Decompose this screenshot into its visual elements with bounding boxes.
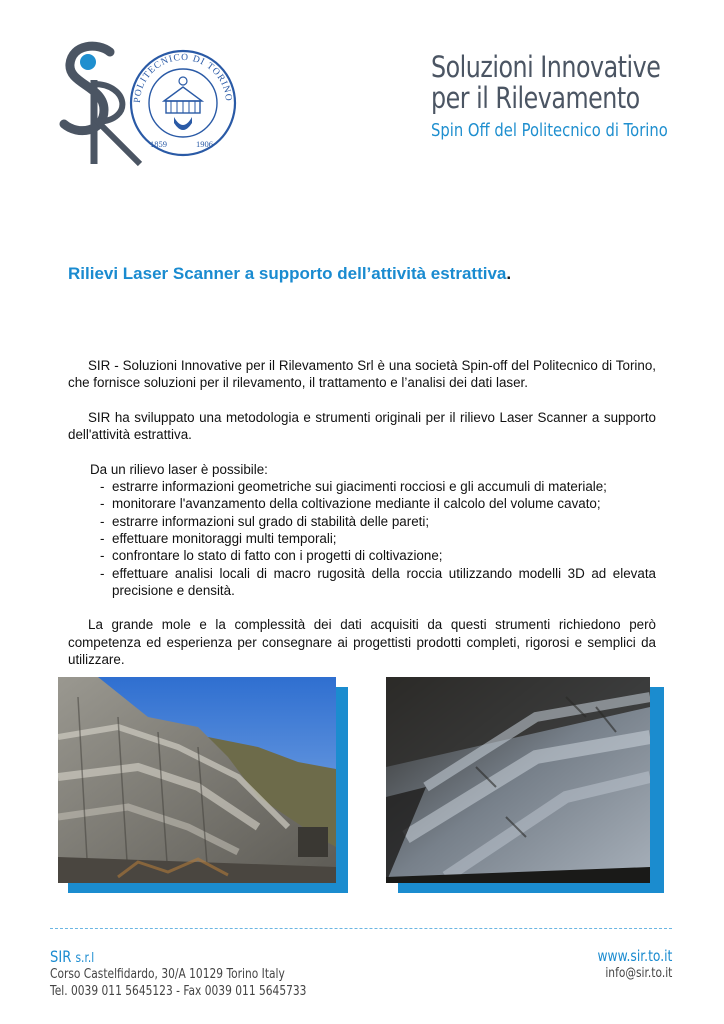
seal-year-right: 1906 [196, 139, 213, 149]
laser-scan-image [386, 677, 664, 893]
capabilities-list [68, 478, 656, 599]
company-phone-fax: Tel. 0039 011 5645123 - Fax 0039 011 5645733 [50, 984, 307, 999]
point-cloud-render [386, 677, 650, 883]
politecnico-seal-logo [126, 41, 240, 165]
list-item: - monitorare l'avanzamento della coltivazione mediante il calcolo del volume cavato; [98, 495, 656, 512]
email-link[interactable]: info@sir.to.it [604, 966, 672, 981]
title-text: Rilievi Laser Scanner a supporto dell’attività estrattiva [68, 264, 507, 283]
footer-divider [50, 928, 672, 929]
paragraph-conclusion: La grande mole e la complessità dei dati acquisiti da questi strumenti richiedono però competenza ed esperienza per consegnare ai progettisti prodotti completi, rigorosi e semplici da utilizzare. [68, 617, 656, 668]
company-name-main: SIR [50, 947, 72, 966]
company-suffix: s.r.l [75, 951, 95, 966]
quarry-photo [58, 677, 348, 893]
seal-year-left: 1859 [150, 139, 167, 149]
brand-line-1: Soluzioni Innovative [431, 50, 661, 84]
list-item: - confrontare lo stato di fatto con i progetti di coltivazione; [98, 547, 656, 564]
website-link[interactable]: www.sir.to.it [597, 947, 672, 965]
seal-text: POLITECNICO DI TORINO [132, 52, 234, 104]
paragraph-methodology: SIR ha sviluppato una metodologia e strumenti originali per il rilievo Laser Scanner a supporto dell'attività estrattiva. [68, 409, 656, 443]
company-address: Corso Castelfidardo, 30/A 10129 Torino Italy [50, 967, 285, 982]
brand-line-2: per il Rilevamento [431, 81, 640, 115]
svg-text:POLITECNICO DI TORINO [133, 53, 233, 103]
page-title [68, 264, 511, 284]
list-item: - effettuare monitoraggi multi temporali; [98, 530, 656, 547]
footer-online [581, 947, 672, 982]
title-period: . [506, 264, 512, 283]
list-intro: Da un rilievo laser è possibile: [90, 461, 268, 477]
brand-block [431, 52, 720, 142]
company-name [50, 947, 306, 966]
body-text [68, 357, 656, 668]
list-item: - estrarre informazioni sul grado di stabilità delle pareti; [98, 513, 656, 530]
list-item: - estrarre informazioni geometriche sui giacimenti rocciosi e gli accumuli di materiale; [98, 478, 656, 495]
brand-tagline: Spin Off del Politecnico di Torino [431, 120, 668, 141]
quarry-photo-image [58, 677, 336, 883]
footer-contact [50, 947, 363, 1000]
list-item: - effettuare analisi locali di macro rugosità della roccia utilizzando modelli 3D ad elevata precisione e densità. [98, 565, 656, 600]
paragraph-intro: SIR - Soluzioni Innovative per il Rilevamento Srl è una società Spin-off del Politecnico di Torino, che fornisce soluzioni per il rilevamento, il trattamento e l’analisi dei dati laser. [68, 358, 656, 391]
